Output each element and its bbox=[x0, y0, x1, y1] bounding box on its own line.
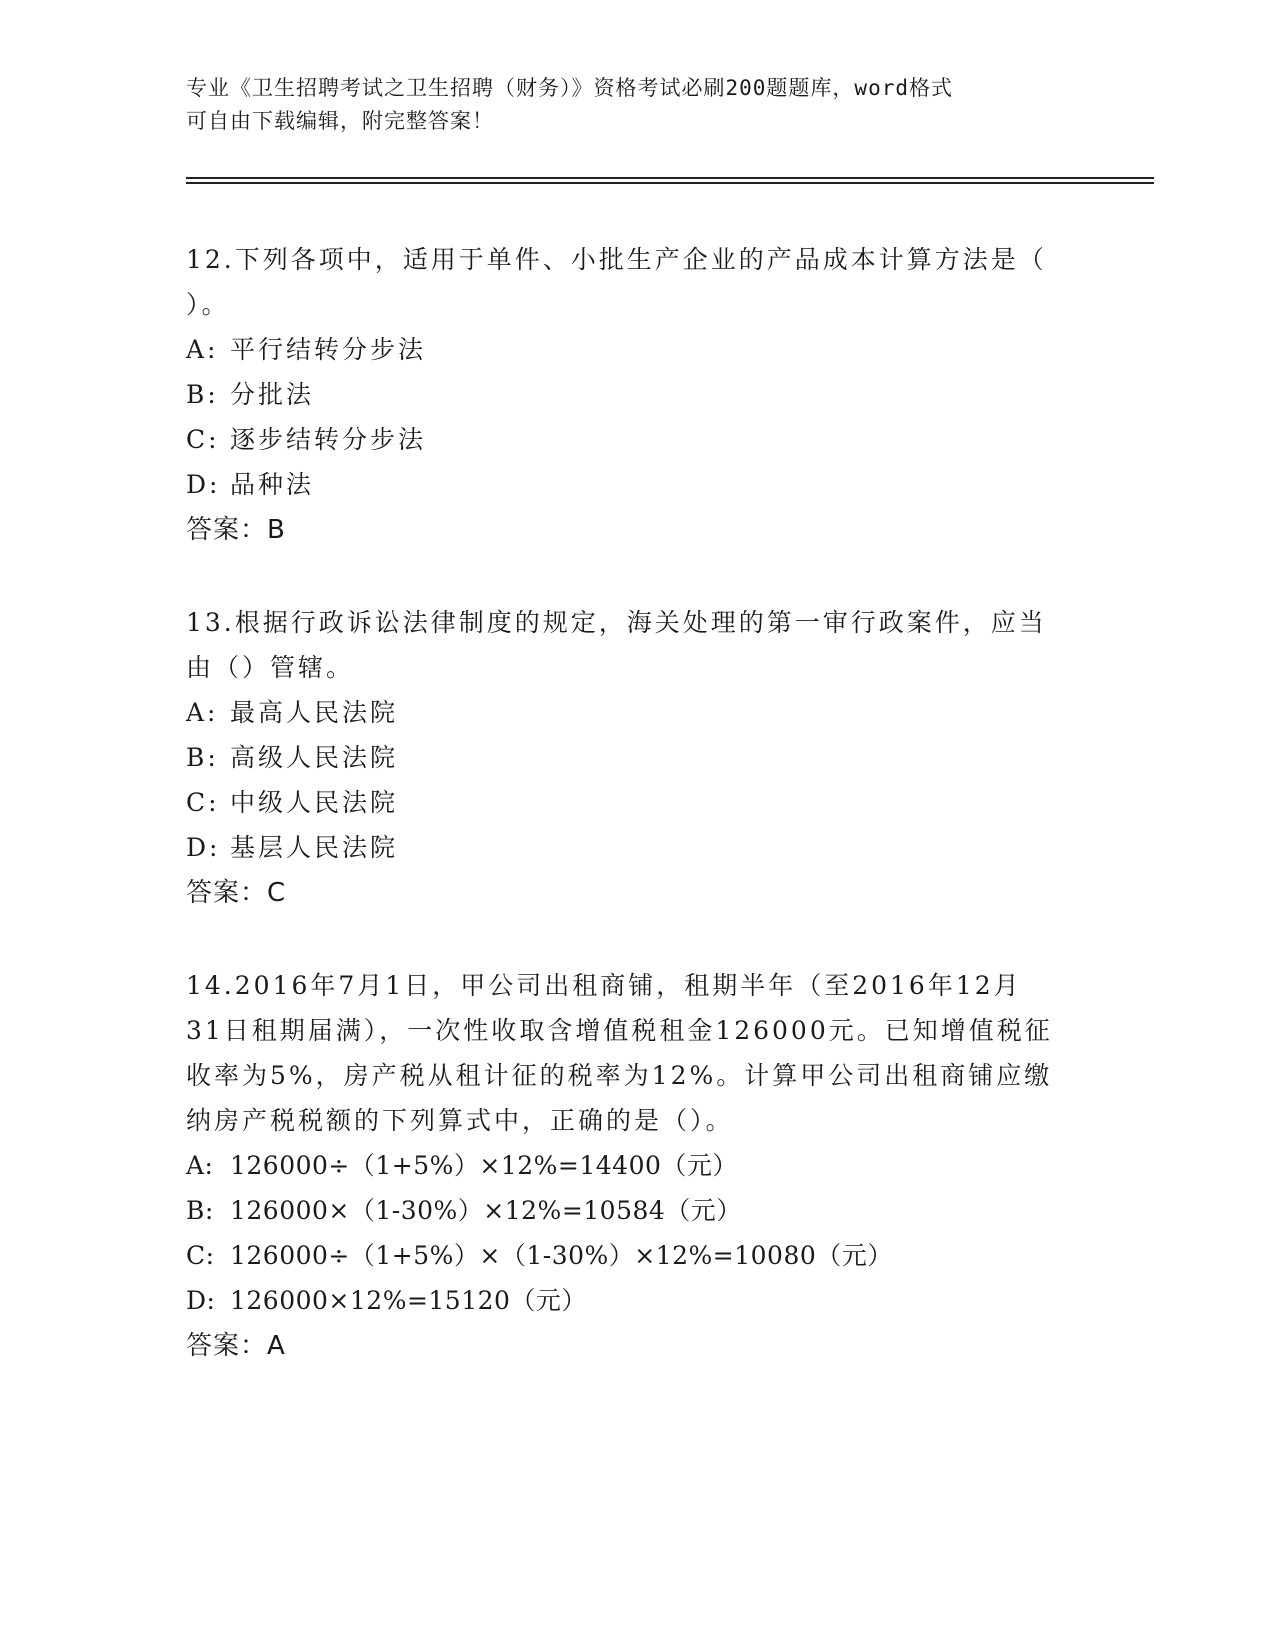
option-letter: A: bbox=[186, 335, 219, 364]
option-text: 逐步结转分步法 bbox=[230, 425, 427, 454]
option-text: 高级人民法院 bbox=[230, 743, 399, 772]
answer-line: 答案：B bbox=[186, 515, 286, 545]
option-c bbox=[186, 417, 1086, 462]
question-stem-line: ）。 bbox=[186, 290, 230, 319]
option-letter: B: bbox=[186, 380, 219, 409]
answer-line: 答案：C bbox=[186, 878, 287, 908]
question-stem-line: 由（）管辖。 bbox=[186, 653, 355, 682]
option-text: 分批法 bbox=[230, 380, 315, 409]
answer-line: 答案：A bbox=[186, 1331, 286, 1361]
question-stem-line: 14.2016年7月1日，甲公司出租商铺，租期半年（至2016年12月 bbox=[186, 971, 1022, 1000]
option-d bbox=[186, 825, 1086, 870]
header-line-1: 专业《卫生招聘考试之卫生招聘（财务）》资格考试必刷200题题库，word格式 bbox=[186, 76, 953, 100]
option-letter: C: bbox=[186, 1241, 215, 1270]
option-letter: B: bbox=[186, 743, 219, 772]
document-header bbox=[186, 72, 1086, 138]
option-text: 126000×（1-30%）×12%=10584（元） bbox=[230, 1196, 742, 1225]
question-12 bbox=[186, 237, 1086, 553]
option-letter: D: bbox=[186, 470, 221, 499]
question-13 bbox=[186, 600, 1086, 916]
question-stem-line: 纳房产税税额的下列算式中，正确的是（）。 bbox=[186, 1106, 734, 1135]
option-a bbox=[186, 1143, 1086, 1188]
option-text: 最高人民法院 bbox=[230, 698, 399, 727]
option-text: 126000÷（1+5%）×（1-30%）×12%=10080（元） bbox=[230, 1241, 893, 1270]
option-text: 126000×12%=15120（元） bbox=[230, 1286, 587, 1315]
option-letter: A: bbox=[186, 698, 219, 727]
option-text: 平行结转分步法 bbox=[230, 335, 427, 364]
option-letter: C: bbox=[186, 788, 220, 817]
option-letter: B: bbox=[186, 1196, 214, 1225]
option-c bbox=[186, 1233, 1086, 1278]
header-divider-top bbox=[186, 177, 1154, 179]
option-text: 126000÷（1+5%）×12%=14400（元） bbox=[230, 1151, 738, 1180]
option-text: 基层人民法院 bbox=[230, 833, 399, 862]
option-letter: D: bbox=[186, 1286, 216, 1315]
option-d bbox=[186, 1278, 1086, 1323]
option-letter: A: bbox=[186, 1151, 214, 1180]
option-b bbox=[186, 372, 1086, 417]
option-text: 中级人民法院 bbox=[230, 788, 399, 817]
question-stem-line: 收率为5%，房产税从租计征的税率为12%。计算甲公司出租商铺应缴 bbox=[186, 1061, 1053, 1090]
header-divider-bottom bbox=[186, 182, 1154, 184]
question-stem-line: 31日租期届满），一次性收取含增值税租金126000元。已知增值税征 bbox=[186, 1016, 1053, 1045]
option-c bbox=[186, 780, 1086, 825]
question-stem-line: 12.下列各项中，适用于单件、小批生产企业的产品成本计算方法是（ bbox=[186, 245, 1047, 274]
option-letter: C: bbox=[186, 425, 220, 454]
option-b bbox=[186, 1188, 1086, 1233]
option-b bbox=[186, 735, 1086, 780]
option-letter: D: bbox=[186, 833, 221, 862]
option-a bbox=[186, 690, 1086, 735]
option-text: 品种法 bbox=[230, 470, 315, 499]
option-d bbox=[186, 462, 1086, 507]
option-a bbox=[186, 327, 1086, 372]
header-line-2: 可自由下载编辑，附完整答案！ bbox=[186, 109, 494, 133]
question-stem-line: 13.根据行政诉讼法律制度的规定，海关处理的第一审行政案件，应当 bbox=[186, 608, 1047, 637]
question-14 bbox=[186, 963, 1086, 1369]
